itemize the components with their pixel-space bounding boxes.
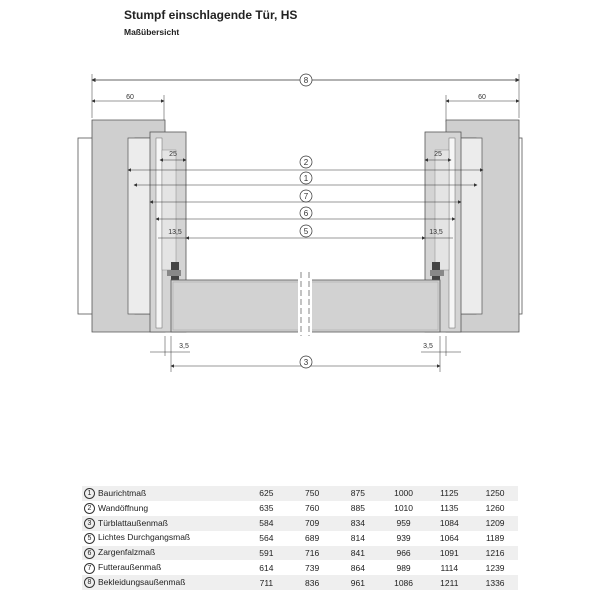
table-cell: 1086 (381, 575, 427, 590)
dim-left-bottom-label: 3,5 (179, 343, 189, 350)
marker-2: 2 (303, 158, 309, 167)
row-label: Wandöffnung (98, 502, 149, 513)
row-label: Zargenfalzmaß (98, 547, 156, 558)
table-cell: 1189 (485, 533, 505, 544)
table-cell: 591 (244, 546, 290, 561)
table-cell: 716 (289, 546, 335, 561)
dimension-line-5 (186, 225, 425, 238)
table-cell: 1250 (472, 486, 518, 501)
row-label: Futteraußenmaß (98, 562, 162, 573)
table-cell: 709 (289, 516, 335, 531)
marker-1: 1 (303, 174, 309, 183)
table-cell: 1091 (426, 546, 472, 561)
dimension-right-60 (446, 94, 519, 122)
table-cell: 1010 (394, 503, 414, 514)
table-cell: 584 (244, 516, 290, 531)
table-cell: 875 (335, 486, 381, 501)
dimension-left-3-5 (150, 336, 190, 372)
table-cell: 966 (381, 546, 427, 561)
table-cell: 1125 (426, 486, 472, 501)
table-cell: 939 (396, 533, 411, 544)
table-row (82, 546, 518, 561)
row-number-badge: 3 (84, 518, 95, 529)
table-cell: 1209 (472, 516, 518, 531)
row-label-cell (82, 560, 244, 575)
table-cell: 625 (244, 486, 290, 501)
table-cell: 989 (396, 562, 411, 573)
row-number-badge: 1 (84, 488, 95, 499)
marker-6: 6 (303, 209, 309, 218)
table-cell: 750 (289, 486, 335, 501)
table-cell: 885 (350, 503, 365, 514)
dimension-table (82, 486, 518, 590)
table-row (82, 486, 518, 501)
row-number-badge: 2 (84, 503, 95, 514)
dim-right-rebate-label: 13,5 (429, 229, 443, 236)
table-cell: 959 (381, 516, 427, 531)
row-label-cell (82, 516, 244, 531)
table-cell: 814 (350, 533, 365, 544)
row-label-cell (82, 501, 244, 516)
row-label-cell (82, 575, 244, 590)
dimension-line-3 (171, 356, 440, 368)
row-number-badge: 8 (84, 577, 95, 588)
table-row (82, 560, 518, 575)
table-cell: 614 (259, 562, 274, 573)
dim-right-gap-label: 25 (434, 151, 442, 158)
marker-5: 5 (303, 227, 309, 236)
table-cell: 1336 (472, 575, 518, 590)
table-cell: 711 (244, 575, 290, 590)
table-cell: 1000 (381, 486, 427, 501)
dim-right-width-label: 60 (478, 94, 486, 101)
dim-right-bottom-label: 3,5 (423, 343, 433, 350)
table-cell: 689 (305, 533, 320, 544)
row-label: Bekleidungsaußenmaß (98, 577, 186, 588)
door-leaf (171, 272, 440, 336)
row-number-badge: 5 (84, 533, 95, 544)
page-subtitle: Maßübersicht (124, 27, 180, 37)
table-cell: 1239 (485, 562, 505, 573)
dim-left-rebate-label: 13,5 (168, 229, 182, 236)
marker-8: 8 (303, 76, 309, 85)
table-cell: 1260 (485, 503, 505, 514)
table-row (82, 531, 518, 546)
table-cell: 564 (259, 533, 274, 544)
table-cell: 760 (305, 503, 320, 514)
table-row (82, 516, 518, 531)
row-label-cell (82, 531, 244, 546)
row-label: Türblattaußenmaß (98, 517, 168, 528)
dimension-right-3-5 (421, 336, 461, 372)
table-cell: 961 (335, 575, 381, 590)
table-cell: 864 (350, 562, 365, 573)
table-cell: 841 (335, 546, 381, 561)
marker-3: 3 (303, 358, 309, 367)
table-cell: 635 (259, 503, 274, 514)
row-number-badge: 6 (84, 548, 95, 559)
table-cell: 1211 (426, 575, 472, 590)
table-cell: 739 (305, 562, 320, 573)
dimension-left-60 (92, 94, 164, 122)
dim-left-width-label: 60 (126, 94, 134, 101)
dim-left-gap-label: 25 (169, 151, 177, 158)
table-cell: 1084 (426, 516, 472, 531)
table-row (82, 501, 518, 516)
table-cell: 1135 (440, 503, 459, 514)
table-cell: 1064 (439, 533, 459, 544)
table-row (82, 575, 518, 590)
table-cell: 1216 (472, 546, 518, 561)
dimension-line-8 (92, 74, 519, 118)
marker-7: 7 (303, 192, 309, 201)
row-number-badge: 7 (84, 563, 95, 574)
table-cell: 836 (289, 575, 335, 590)
dimension-line-6 (156, 207, 455, 219)
table-cell: 834 (335, 516, 381, 531)
table-cell: 1114 (440, 562, 459, 573)
row-label: Lichtes Durchgangsmaß (98, 532, 191, 543)
dimension-line-7 (150, 190, 461, 202)
row-label: Baurichtmaß (98, 487, 147, 498)
page-title: Stumpf einschlagende Tür, HS (124, 8, 298, 22)
row-label-cell (82, 486, 244, 501)
row-label-cell (82, 546, 244, 561)
